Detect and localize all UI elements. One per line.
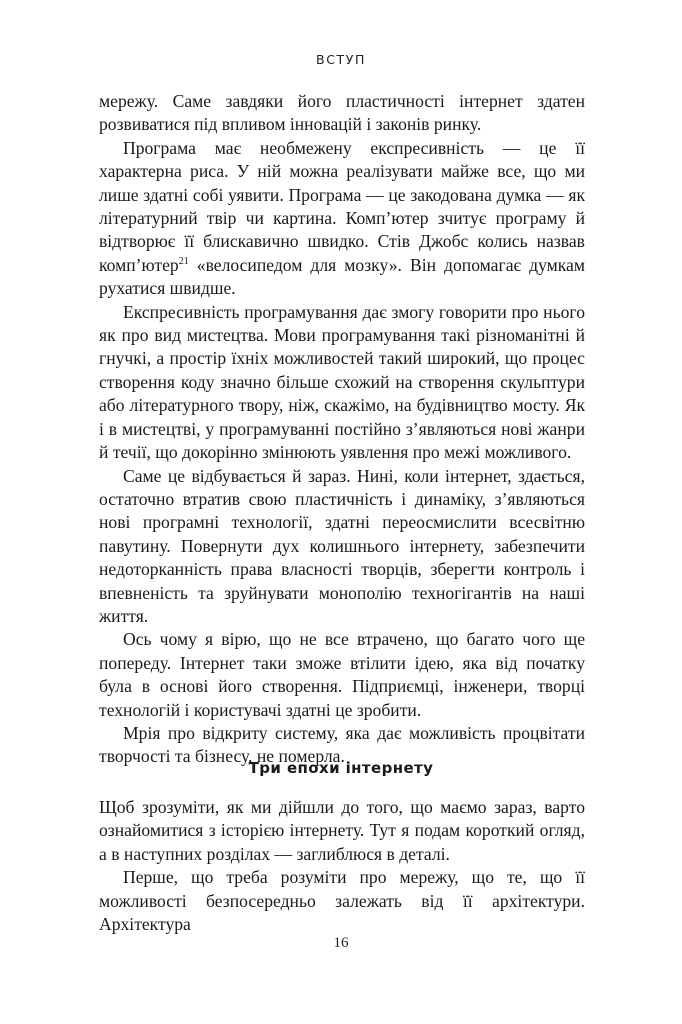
paragraph-open-system: Мрія про відкриту систему, яка дає можливість процвітати творчості та бізнесу, не померла.	[99, 722, 585, 767]
section-heading: Три епохи інтернету	[248, 759, 434, 777]
footnote-reference: 21	[178, 255, 189, 267]
paragraph-programming-as-art: Експресивність програмування дає змогу говорити про нього як про вид мистецтва. Мови програмування такі різноманітні й гнучкі, а простір їхніх можливостей такий широкий, що процес створення коду значно більше схожий на створення скульптури або літературного твору, ніж, скажімо, на будівництво мосту. Як і в мистецтві, у програмуванні постійно з’являються нові жанри й течії, що докорінно змінюють уявлення про межі можливого.	[99, 301, 585, 463]
paragraph-program-expressiveness	[99, 137, 585, 301]
paragraph-future: Ось чому я вірю, що не все втрачено, що багато чого ще попереду. Інтернет таки зможе втілити ідею, яка від початку була в основі його створення. Підприємці, інженери, творці технологій і користувачі здатні це зробити.	[99, 629, 585, 720]
body-text-top	[99, 90, 585, 769]
body-text-bottom	[99, 796, 585, 936]
running-header: ВСТУП	[316, 52, 366, 67]
paragraph-architecture: Перше, що треба розуміти про мережу, що те, що її можливості безпосередньо залежать від її архітектури. Архітектура	[99, 867, 585, 935]
page-number: 16	[333, 935, 349, 951]
paragraph-text: «велосипедом для мозку». Він допомагає думкам рухатися швидше.	[99, 254, 585, 299]
paragraph-text: Програма має необмежену експресивність — це її характерна риса. У ній можна реалізувати майже все, що ми лише здатні собі уявити. Програма — це закодована думка — як літературний твір чи картина. Комп’ютер зчитує програму й відтворює її блискавично швидко. Стів Джобс колись назвав комп’ютер	[99, 137, 585, 275]
paragraph-continuation: мережу. Саме завдяки його пластичності інтернет здатен розвиватися під впливом інновацій і законів ринку.	[99, 91, 585, 135]
paragraph-new-technologies: Саме це відбувається й зараз. Нині, коли інтернет, здається, остаточно втратив свою пластичність і динаміку, з’являються нові програмні технології, здатні переосмислити всесвітню павутину. Повернути дух колишнього інтернету, забезпечити недоторканність права власності творців, зберегти контроль і впевненість та зруйнувати монополію техногігантів на наші життя.	[99, 465, 585, 626]
paragraph-history-intro: Щоб зрозуміти, як ми дійшли до того, що маємо зараз, варто ознайомитися з історією інтернету. Тут я подам короткий огляд, а в наступних розділах — заглиблюся в деталі.	[99, 797, 585, 864]
